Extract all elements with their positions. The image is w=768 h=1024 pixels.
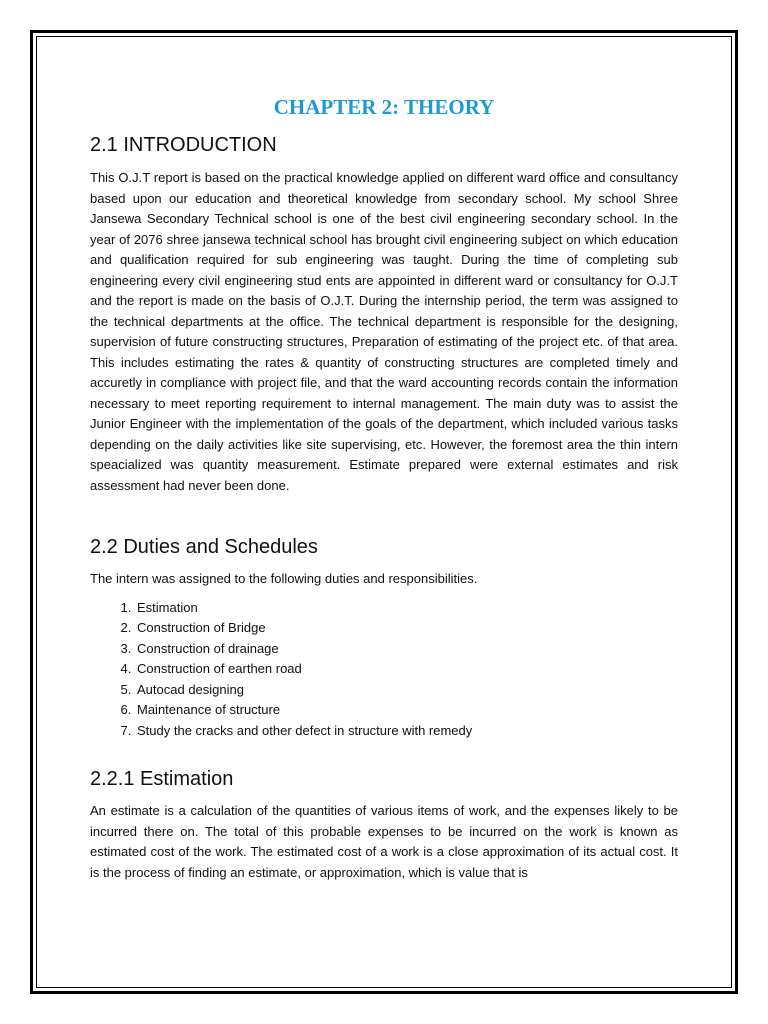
introduction-paragraph: This O.J.T report is based on the practical knowledge applied on different ward office and consultancy based upon our education and theoretical knowledge from secondary school. My school Shree Jansewa Secondary Technical school is one of the best civil engineering secondary school. In the year of 2076 shree jansewa technical school has brought civil engineering subject on which education and qualification required for sub engineering was taught. During the time of completing sub engineering every civil engineering stud ents are appointed in different ward or consultancy for O.J.T and the report is made on the basis of O.J.T. During the internship period, the term was assigned to the technical departments at the office. The technical department is responsible for the designing, supervision of future constructing structures, Preparation of estimating of the project etc. of that area. This includes estimating the rates & quantity of constructing structures are completed timely and accuretly in compliance with project file, and that the ward accounting records contain the information necessary to meet reporting requirement to internal management. The main duty was to assist the Junior Engineer with the implementation of the goals of the department, which included various tasks depending on the daily activities like site supervising, etc. However, the foremost area the thin intern speacialized was quantity measurement. Estimate prepared were external estimates and risk assessment had never been done.: [90, 170, 678, 493]
document-content: [90, 92, 678, 883]
chapter-title: CHAPTER 2: THEORY: [273, 95, 495, 119]
list-item: 6. Maintenance of structure: [135, 700, 678, 721]
estimation-heading: 2.2.1 Estimation: [90, 768, 234, 790]
list-item: 4. Construction of earthen road: [135, 659, 678, 680]
list-item: 2. Construction of Bridge: [135, 618, 678, 639]
duties-intro: The intern was assigned to the following duties and responsibilities.: [90, 571, 478, 586]
list-item: 5. Autocad designing: [135, 680, 678, 701]
list-item: 7. Study the cracks and other defect in structure with remedy: [135, 721, 678, 742]
duties-list: [90, 598, 678, 742]
duties-heading: 2.2 Duties and Schedules: [90, 536, 318, 558]
list-item: 3. Construction of drainage: [135, 639, 678, 660]
introduction-heading: 2.1 INTRODUCTION: [90, 134, 277, 156]
list-item: 1. Estimation: [135, 598, 678, 619]
estimation-paragraph: An estimate is a calculation of the quantities of various items of work, and the expenses likely to be incurred there on. The total of this probable expenses to be incurred on the work is known as estimated cost of the work. The estimated cost of a work is a close approximation of its actual cost. It is the process of finding an estimate, or approximation, which is value that is: [90, 803, 678, 880]
